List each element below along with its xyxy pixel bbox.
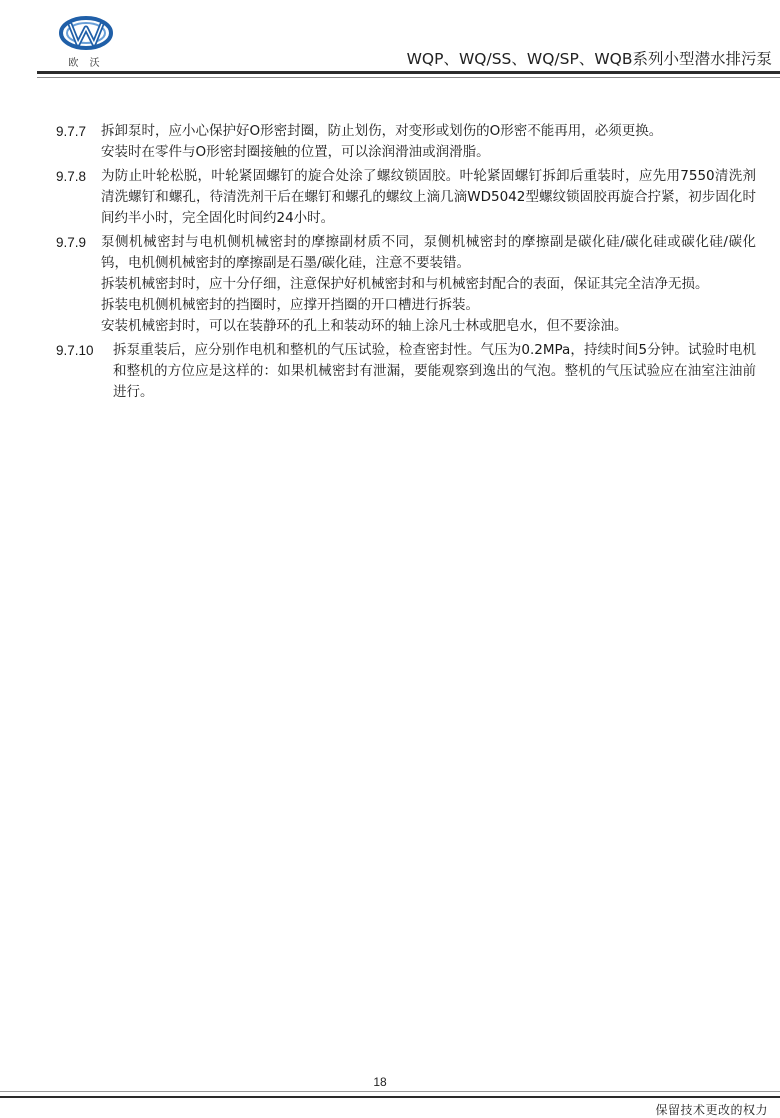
page-header	[0, 0, 780, 80]
section-9-7-7	[56, 121, 756, 163]
paragraph: 为防止叶轮松脱，叶轮紧固螺钉的旋合处涂了螺纹锁固胶。叶轮紧固螺钉拆卸后重装时，应先用7550清洗剂清洗螺钉和螺孔，待清洗剂干后在螺钉和螺孔的螺纹上滴几滴WD5042型螺纹锁固胶再旋合拧紧，初步固化时间约半小时，完全固化时间约24小时。	[101, 168, 756, 226]
logo-text: 欧 沃	[68, 58, 104, 69]
section-9-7-10	[56, 340, 756, 403]
paragraph: 安装时在零件与O形密封圈接触的位置，可以涂润滑油或润滑脂。	[101, 144, 490, 160]
section-number: 9.7.7	[56, 124, 87, 139]
series-title: WQP、WQ/SS、WQ/SP、WQB系列小型潜水排污泵	[406, 50, 772, 68]
header-rule-thin	[37, 77, 780, 78]
company-logo-icon	[58, 14, 114, 54]
section-9-7-8	[56, 166, 756, 229]
company-logo	[58, 14, 114, 72]
footer-note: 保留技术更改的权力	[655, 1103, 768, 1117]
paragraph: 拆泵重装后，应分别作电机和整机的气压试验，检查密封性。气压为0.2MPa，持续时间5分钟。试验时电机和整机的方位应是这样的：如果机械密封有泄漏，要能观察到逸出的气泡。整机的气压试验应在油室注油前进行。	[113, 342, 756, 400]
paragraph: 拆装机械密封时，应十分仔细，注意保护好机械密封和与机械密封配合的表面，保证其完全洁净无损。	[101, 276, 709, 292]
section-9-7-9	[56, 232, 756, 337]
paragraph: 泵侧机械密封与电机侧机械密封的摩擦副材质不同，泵侧机械密封的摩擦副是碳化硅/碳化硅或碳化硅/碳化钨，电机侧机械密封的摩擦副是石墨/碳化硅，注意不要装错。	[101, 234, 756, 271]
footer-rule-thin	[0, 1091, 780, 1092]
section-number: 9.7.8	[56, 169, 87, 184]
paragraph: 安装机械密封时，可以在装静环的孔上和装动环的轴上涂凡士林或肥皂水，但不要涂油。	[101, 318, 628, 334]
document-body	[56, 121, 756, 406]
paragraph: 拆装电机侧机械密封的挡圈时，应撑开挡圈的开口槽进行拆装。	[101, 297, 479, 313]
footer-rule	[0, 1096, 780, 1098]
section-number: 9.7.9	[56, 235, 87, 250]
paragraph: 拆卸泵时，应小心保护好O形密封圈，防止划伤，对变形或划伤的O形密不能再用，必须更换。	[101, 123, 663, 139]
page-number: 18	[373, 1075, 387, 1089]
section-number: 9.7.10	[56, 343, 94, 358]
header-rule	[37, 71, 780, 74]
